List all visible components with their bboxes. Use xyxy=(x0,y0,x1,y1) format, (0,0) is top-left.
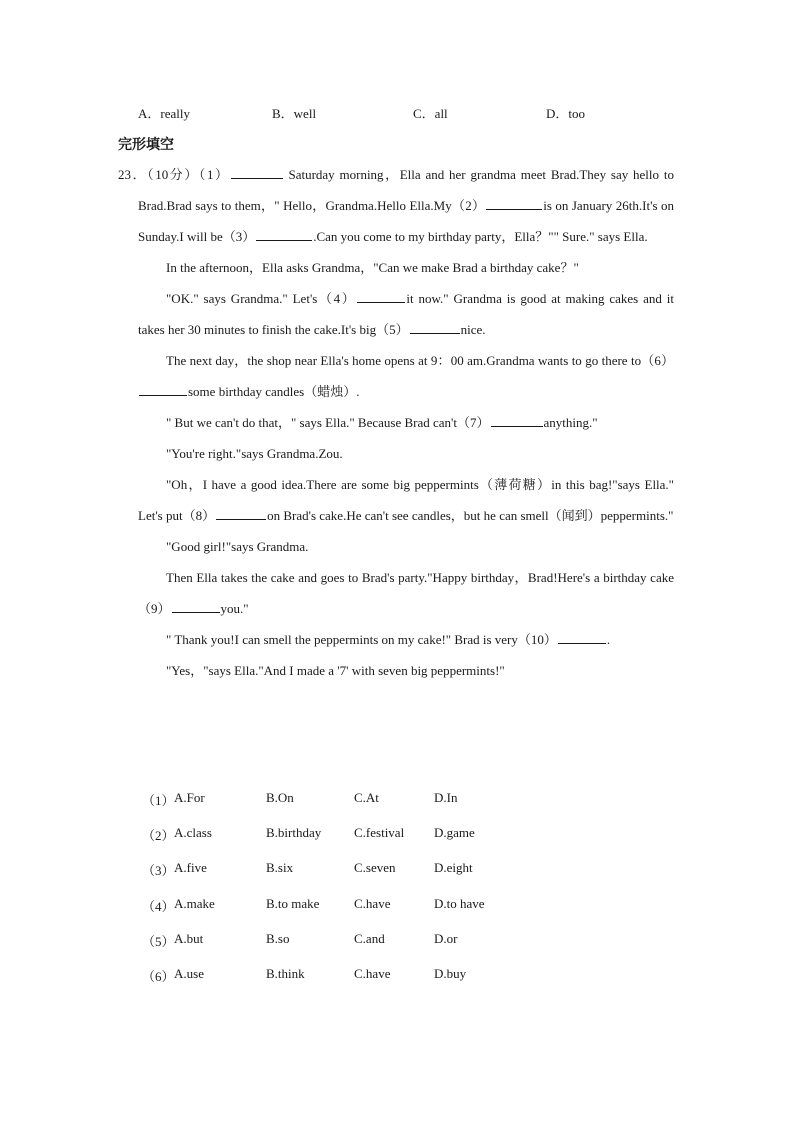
blank-7 xyxy=(491,412,543,427)
blank-10 xyxy=(558,629,606,644)
option-c: C．all xyxy=(413,106,448,121)
answer-choices xyxy=(142,790,602,1001)
blank-2 xyxy=(486,195,542,210)
blank-3 xyxy=(256,226,312,241)
cloze-passage xyxy=(118,159,674,686)
passage-paragraph-7: "Oh，I have a good idea.There are some big peppermints（薄荷糖）in this bag!"says Ella." Let's put（8） on Brad's cake.He can't see candles，but he can smell（闻到）peppermints." xyxy=(138,477,674,523)
previous-question-options xyxy=(138,103,698,121)
passage-paragraph-1: 23．（10分）（1） Saturday morning，Ella and her grandma meet Brad.They say hello to Brad.Brad says to them，" Hello，Grandma.Hello Ella.My（2） is on January 26th.It's on Sunday.I will be（3） .Can you come to my birthday party，Ella？"" Sure." says Ella. xyxy=(118,159,674,252)
passage-paragraph-5: " But we can't do that，" says Ella." Because Brad can't（7） anything." xyxy=(118,407,674,438)
choice-row: （3） A.five B.six C.seven D.eight xyxy=(142,860,473,879)
choice-row: （4） A.make B.to make C.have D.to have xyxy=(142,895,485,914)
passage-paragraph-10: " Thank you!I can smell the peppermints on my cake!" Brad is very（10） . xyxy=(118,624,674,655)
choice-row: （5） A.but B.so C.and D.or xyxy=(142,930,458,949)
passage-paragraph-4: The next day，the shop near Ella's home opens at 9：00 am.Grandma wants to go there to（6）some birthday candles（蜡烛）. xyxy=(118,345,674,407)
option-b: B．well xyxy=(272,106,317,121)
passage-paragraph-8: "Good girl!"says Grandma. xyxy=(166,539,309,554)
blank-1 xyxy=(231,164,283,179)
question-points: （10分） xyxy=(147,167,199,182)
question-number: 23． xyxy=(118,167,148,182)
blank-9 xyxy=(172,598,220,613)
passage-paragraph-6: "You're right."says Grandma.Zou. xyxy=(166,446,343,461)
passage-paragraph-2: In the afternoon，Ella asks Grandma，"Can we make Brad a birthday cake？" xyxy=(166,260,579,275)
blank-5 xyxy=(410,319,460,334)
blank-8 xyxy=(216,505,266,520)
option-a: A．really xyxy=(138,106,190,121)
blank-6 xyxy=(139,381,187,396)
choice-row: （6） A.use B.think C.have D.buy xyxy=(142,965,467,984)
blank-4 xyxy=(357,288,405,303)
choice-row: （2） A.class B.birthday C.festival D.game xyxy=(142,825,475,844)
section-title: 完形填空 xyxy=(118,137,174,153)
passage-paragraph-3: "OK." says Grandma." Let's（4） it now." Grandma is good at making cakes and it takes her 30 minutes to finish the cake.It's big（5） nice. xyxy=(118,283,674,345)
choice-row: （1） A.For B.On C.At D.In xyxy=(142,790,458,808)
option-d: D．too xyxy=(546,106,586,121)
passage-paragraph-9: Then Ella takes the cake and goes to Brad's party."Happy birthday，Brad!Here's a birthday cake（9） you." xyxy=(138,570,674,616)
passage-paragraph-11: "Yes，"says Ella."And I made a '7' with seven big peppermints!" xyxy=(166,663,505,678)
